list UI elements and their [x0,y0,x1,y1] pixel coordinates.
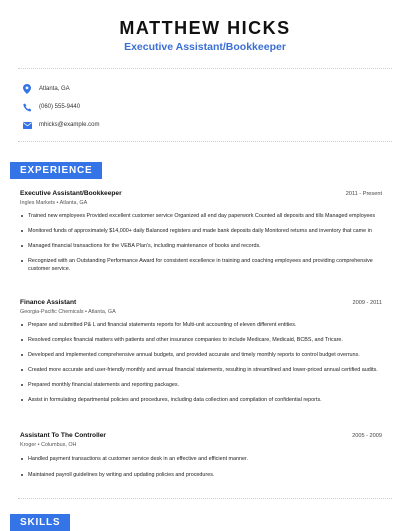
job-dates: 2005 - 2009 [352,433,382,439]
job-company: Georgia-Pacific Chemicals • Atlanta, GA [20,309,116,315]
job-title: Finance Assistant [20,299,77,306]
phone-text: (060) 555-9440 [39,104,81,110]
phone-icon [22,102,32,112]
divider [18,141,392,142]
list-item: Recognized with an Outstanding Performance Award for consistent excellence in training and coaching employees and providing comprehensive customer service. [20,257,382,273]
job-company: Kroger • Columbus, OH [20,442,77,448]
job-entry [20,299,382,404]
location-text: Atlanta, GA [39,86,70,92]
job-entry [20,190,382,273]
divider [18,498,392,499]
list-item: Handled payment transactions at customer service desk in an effective and efficient manner. [20,455,382,463]
contact-phone [22,101,80,113]
company-location: Atlanta, GA [88,309,116,315]
list-item: Created more accurate and user-friendly monthly and annual financial statements, resulting in streamlined and lower-priced annual certified audits. [20,366,382,374]
resume-name: MATTHEW HICKS [119,18,291,38]
contact-email [22,119,99,131]
company-name: Ingles Markets [20,200,56,206]
company-name: Georgia-Pacific Chemicals [20,309,84,315]
list-item: Developed and implemented comprehensive annual budgets, and provided accurate and timely monthly reports to control budget overruns. [20,351,382,359]
list-item: Maintained payroll guidelines by writing and updating policies and procedures. [20,471,382,479]
list-item: Prepare and submitted P& L and financial statements reports for Multi-unit accounting of eleven different entities. [20,321,382,329]
section-header-skills: SKILLS [10,514,70,531]
divider [18,68,392,69]
company-name: Kroger [20,442,37,448]
job-dates: 2011 - Present [345,191,382,197]
job-company: Ingles Markets • Atlanta, GA [20,200,88,206]
job-title: Executive Assistant/Bookkeeper [20,190,122,197]
job-title: Assistant To The Controller [20,432,106,439]
list-item: Prepared monthly financial statements and reporting packages. [20,381,382,389]
list-item: Resolved complex financial matters with patients and other insurance companies to include Medicare, Medicaid, BCBS, and Tricare. [20,336,382,344]
list-item: Monitored funds of approximately $14,000+ daily Balanced registers and made bank deposits daily Monitored returns and inventory that came in [20,227,382,235]
company-location: Atlanta, GA [59,200,88,206]
section-header-experience: EXPERIENCE [10,162,102,179]
list-item: Trained new employees Provided excellent customer service Organized all end day paperwork Counted all deposits and tills Managed employees [20,212,382,220]
email-icon [22,120,32,130]
location-pin-icon [22,84,32,94]
resume-job-title: Executive Assistant/Bookkeeper [124,41,286,53]
contact-location [22,83,70,95]
list-item: Managed financial transactions for the VEBA Plan's, including maintenance of books and records. [20,242,382,250]
list-item: Assist in formulating departmental policies and procedures, including data collection and compilation of confidential reports. [20,396,382,404]
email-text[interactable]: mhicks@example.com [39,122,100,128]
job-dates: 2009 - 2011 [352,300,382,306]
job-entry [20,432,382,479]
company-location: Columbus, OH [41,442,77,448]
